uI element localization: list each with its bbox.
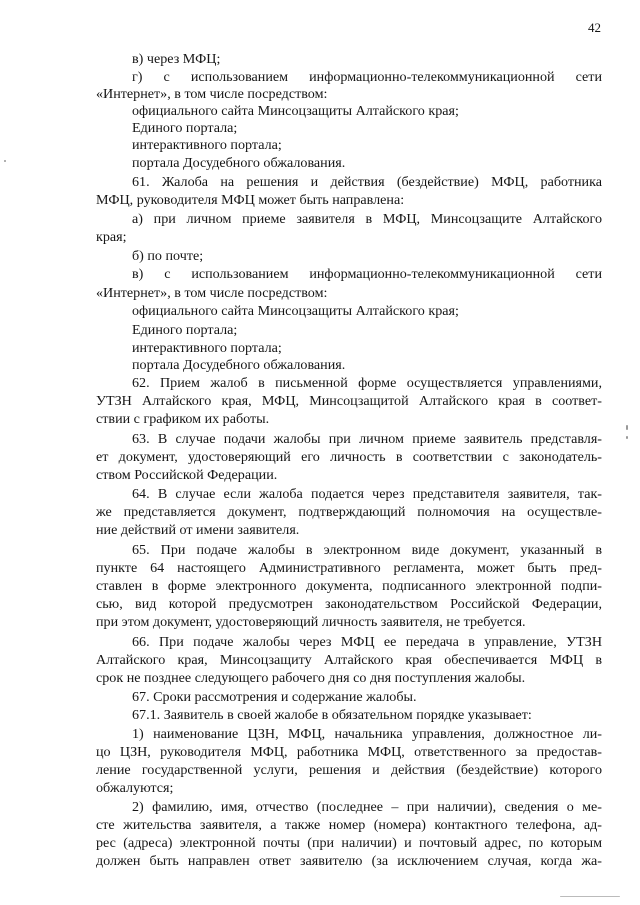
text-line: обжалуются;: [96, 780, 174, 796]
text-line: цо ЦЗН, руководителя МФЦ, работника МФЦ, ответственного за предостав-: [96, 744, 602, 760]
text-line: МФЦ, руководителя МФЦ может быть направлена:: [96, 192, 405, 208]
text-line: 62. Прием жалоб в письменной форме осуществляется управлениями,: [132, 375, 602, 391]
text-line: «Интернет», в том числе посредством:: [96, 285, 328, 301]
text-line: официального сайта Минсоцзащиты Алтайского края;: [132, 303, 459, 319]
text-line: должен быть направлен ответ заявителю (за исключением случая, когда жа-: [96, 853, 602, 869]
text-line: УТЗН Алтайского края, МФЦ, Минсоцзащитой Алтайского края в соответ-: [96, 393, 602, 409]
text-line: Алтайского края, Минсоцзащиту Алтайского края обеспечивается МФЦ в: [96, 652, 602, 668]
text-line: официального сайта Минсоцзащиты Алтайского края;: [132, 103, 459, 119]
text-line: ет документ, удостоверяющий его личность в соответствии с законодатель-: [96, 449, 602, 465]
text-line: портала Досудебного обжалования.: [132, 155, 346, 171]
text-line: ние действий от имени заявителя.: [96, 522, 300, 538]
text-line: 66. При подаче жалобы через МФЦ ее передача в управление, УТЗН: [132, 634, 602, 650]
text-line: рес (адреса) электронной почты (при наличии) и почтовый адрес, по которым: [96, 835, 602, 851]
text-line: сте жительства заявителя, а также номер (номера) контактного телефона, ад-: [96, 817, 602, 833]
scan-speck: [560, 896, 620, 897]
scan-speck: [626, 425, 628, 430]
text-line: б) по почте;: [132, 248, 204, 264]
text-line: 65. При подаче жалобы в электронном виде документ, указанный в: [132, 542, 602, 558]
text-line: при этом документ, удостоверяющий личность заявителя, не требуется.: [96, 614, 526, 630]
text-line: а) при личном приеме заявителя в МФЦ, Минсоцзащите Алтайского: [132, 211, 602, 227]
text-line: края;: [96, 229, 127, 245]
text-line: интерактивного портала;: [132, 340, 282, 356]
text-line: ством Российской Федерации.: [96, 467, 278, 483]
text-line: в) с использованием информационно-телекоммуникационной сети: [132, 266, 602, 282]
text-line: 61. Жалоба на решения и действия (бездействие) МФЦ, работника: [132, 174, 602, 190]
text-line: 64. В случае если жалоба подается через представителя заявителя, так-: [132, 486, 602, 502]
text-line: 67. Сроки рассмотрения и содержание жалобы.: [132, 689, 417, 705]
text-line: Единого портала;: [132, 120, 238, 136]
text-line: пункте 64 настоящего Административного регламента, может быть пред-: [96, 560, 602, 576]
text-line: сью, вид которой предусмотрен законодательством Российской Федерации,: [96, 596, 602, 612]
text-line: ставлен в форме электронного документа, подписанного электронной подпи-: [96, 578, 602, 594]
text-line: г) с использованием информационно-телекоммуникационной сети: [132, 69, 602, 85]
text-line: «Интернет», в том числе посредством:: [96, 86, 328, 102]
text-line: 67.1. Заявитель в своей жалобе в обязательном порядке указывает:: [132, 707, 532, 723]
text-line: интерактивного портала;: [132, 137, 282, 153]
text-line: 63. В случае подачи жалобы при личном приеме заявитель представля-: [132, 431, 602, 447]
text-line: ствии с графиком их работы.: [96, 411, 270, 427]
text-line: же представляется документ, подтверждающий полномочия на осуществле-: [96, 504, 602, 520]
text-line: 1) наименование ЦЗН, МФЦ, начальника управления, должностное ли-: [132, 726, 602, 742]
scan-speck: [4, 160, 6, 162]
text-line: 2) фамилию, имя, отчество (последнее – при наличии), сведения о ме-: [132, 799, 602, 815]
text-line: срок не позднее следующего рабочего дня со дня поступления жалобы.: [96, 670, 526, 686]
scan-speck: [626, 436, 628, 439]
text-line: в) через МФЦ;: [132, 51, 221, 67]
text-line: портала Досудебного обжалования.: [132, 357, 346, 373]
text-line: Единого портала;: [132, 322, 238, 338]
page-number: 42: [588, 20, 601, 35]
text-line: ление государственной услуги, решения и действия (бездействие) которого: [96, 762, 602, 778]
